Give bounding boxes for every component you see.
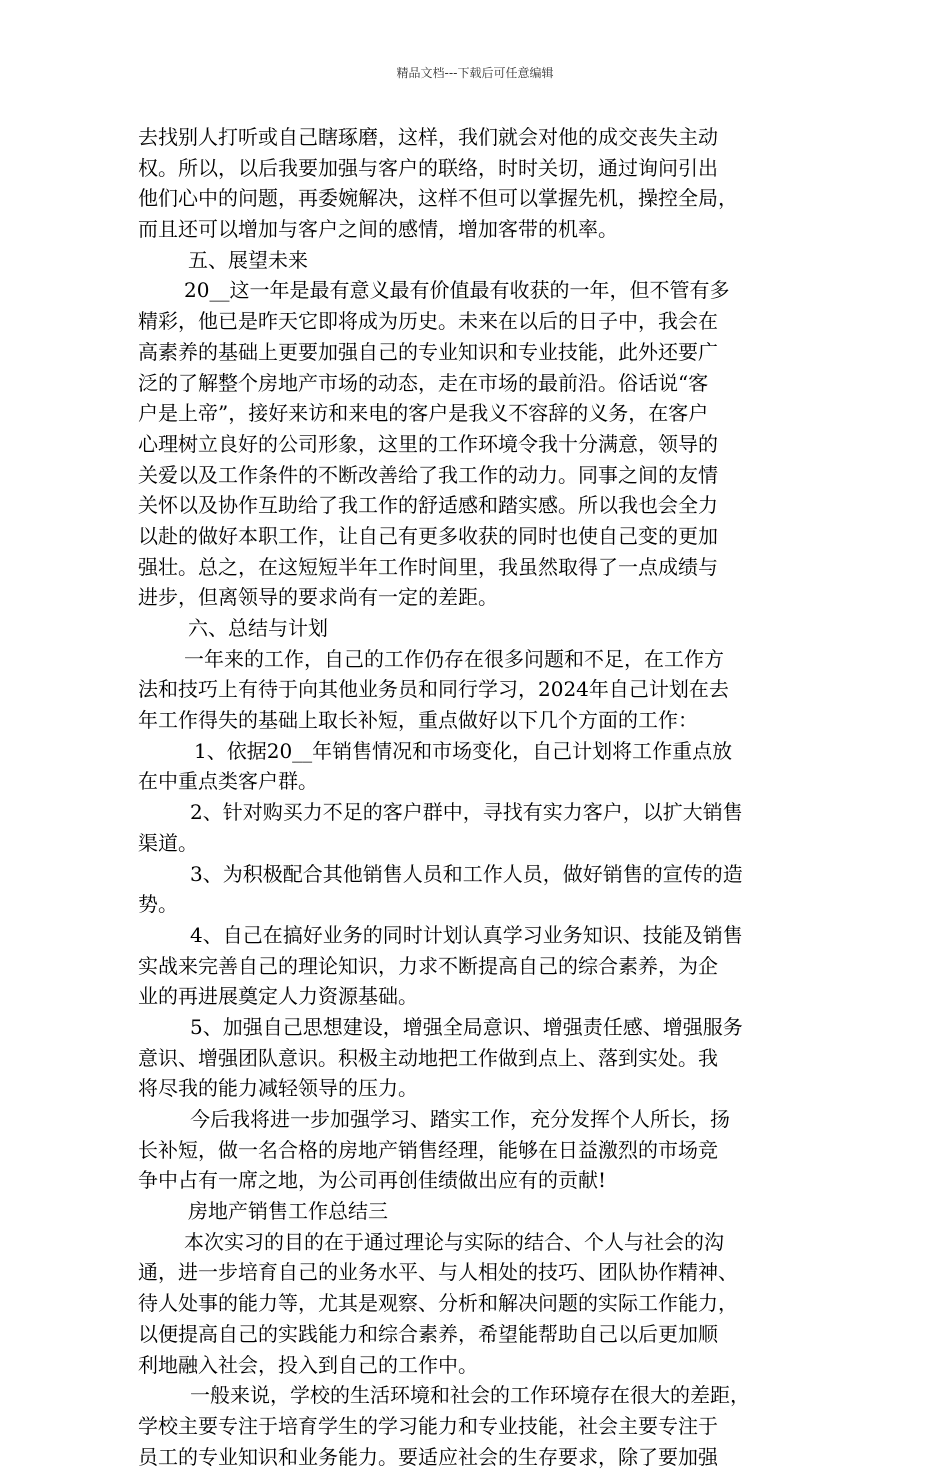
text-line: 本次实习的目的在于通过理论与实际的结合、个人与社会的沟 [184,1229,724,1254]
text-line: 通，进一步培育自己的业务水平、与人相处的技巧、团队协作精神、 [138,1260,738,1285]
text-line: 权。所以，以后我要加强与客户的联络，时时关切，通过询问引出 [138,155,718,180]
text-line: 意识、增强团队意识。积极主动地把工作做到点上、落到实处。我 [138,1045,718,1070]
text-line: 关爱以及工作条件的不断改善给了我工作的动力。同事之间的友情 [138,462,718,487]
text-line: 年工作得失的基础上取长补短，重点做好以下几个方面的工作： [138,708,698,733]
text-line: 以便提高自己的实践能力和综合素养，希望能帮助自己以后更加顺 [138,1321,718,1346]
text-line: 六、总结与计划 [188,616,328,640]
text-line: 以赴的做好本职工作，让自己有更多收获的同时也使自己变的更加 [138,523,718,548]
text-line: 一年来的工作，自己的工作仍存在很多问题和不足，在工作方 [184,646,724,671]
text-line: 五、展望未来 [188,247,308,272]
text-line: 学校主要专注于培育学生的学习能力和专业技能，社会主要专注于 [138,1413,718,1438]
text-line: 5、加强自己思想建设，增强全局意识、增强责任感、增强服务 [190,1014,743,1039]
text-line: 法和技巧上有待于向其他业务员和同行学习，2024年自己计划在去 [138,677,729,702]
text-line: 争中占有一席之地，为公司再创佳绩做出应有的贡献! [138,1168,607,1193]
text-line: 利地融入社会，投入到自己的工作中。 [138,1352,478,1377]
text-line: 业的再进展奠定人力资源基础。 [138,984,418,1009]
page-header: 精品文档---下载后可任意编辑 [396,66,554,80]
text-line: 关怀以及协作互助给了我工作的舒适感和踏实感。所以我也会全力 [138,493,718,518]
text-line: 渠道。 [138,830,198,855]
text-line: 强壮。总之，在这短短半年工作时间里，我虽然取得了一点成绩与 [138,554,718,579]
text-line: 户是上帝”，接好来访和来电的客户是我义不容辞的义务，在客户 [138,401,709,426]
text-line: 1、依据20__年销售情况和市场变化，自己计划将工作重点放 [194,738,733,763]
text-line: 精彩，他已是昨天它即将成为历史。未来在以后的日子中，我会在 [138,309,718,334]
text-line: 他们心中的问题，再委婉解决，这样不但可以掌握先机，操控全局， [138,186,738,211]
text-line: 今后我将进一步加强学习、踏实工作，充分发挥个人所长，扬 [190,1107,730,1131]
text-line: 高素养的基础上更要加强自己的专业知识和专业技能，此外还要广 [138,339,718,364]
text-line: 长补短，做一名合格的房地产销售经理，能够在日益激烈的市场竞 [138,1137,718,1162]
text-line: 进步，但离领导的要求尚有一定的差距。 [138,585,498,610]
text-line: 待人处事的能力等，尤其是观察、分析和解决问题的实际工作能力， [138,1291,738,1316]
text-line: 泛的了解整个房地产市场的动态，走在市场的最前沿。俗话说“客 [138,370,709,395]
text-line: 20__这一年是最有意义最有价值最有收获的一年，但不管有多 [184,278,730,303]
text-line: 4、自己在搞好业务的同时计划认真学习业务知识、技能及销售 [190,922,743,947]
text-line: 去找别人打听或自己瞎琢磨，这样，我们就会对他的成交丧失主动 [138,125,718,149]
text-line: 3、为积极配合其他销售人员和工作人员，做好销售的宣传的造 [190,861,743,886]
document-body [138,122,814,1472]
text-line: 在中重点类客户群。 [138,769,318,794]
text-line: 实战来完善自己的理论知识，力求不断提高自己的综合素养，为企 [138,953,718,978]
text-line: 一般来说，学校的生活环境和社会的工作环境存在很大的差距， [190,1383,750,1408]
text-line: 将尽我的能力减轻领导的压力。 [138,1076,418,1101]
text-line: 心理树立良好的公司形象，这里的工作环境令我十分满意，领导的 [138,431,718,456]
text-line: 房地产销售工作总结三 [188,1199,388,1224]
text-line: 势。 [138,892,178,917]
text-line: 而且还可以增加与客户之间的感情，增加客带的机率。 [138,217,618,242]
text-line: 2、针对购买力不足的客户群中，寻找有实力客户，以扩大销售 [190,800,743,825]
text-line: 员工的专业知识和业务能力。要适应社会的生存要求，除了要加强 [138,1444,718,1469]
